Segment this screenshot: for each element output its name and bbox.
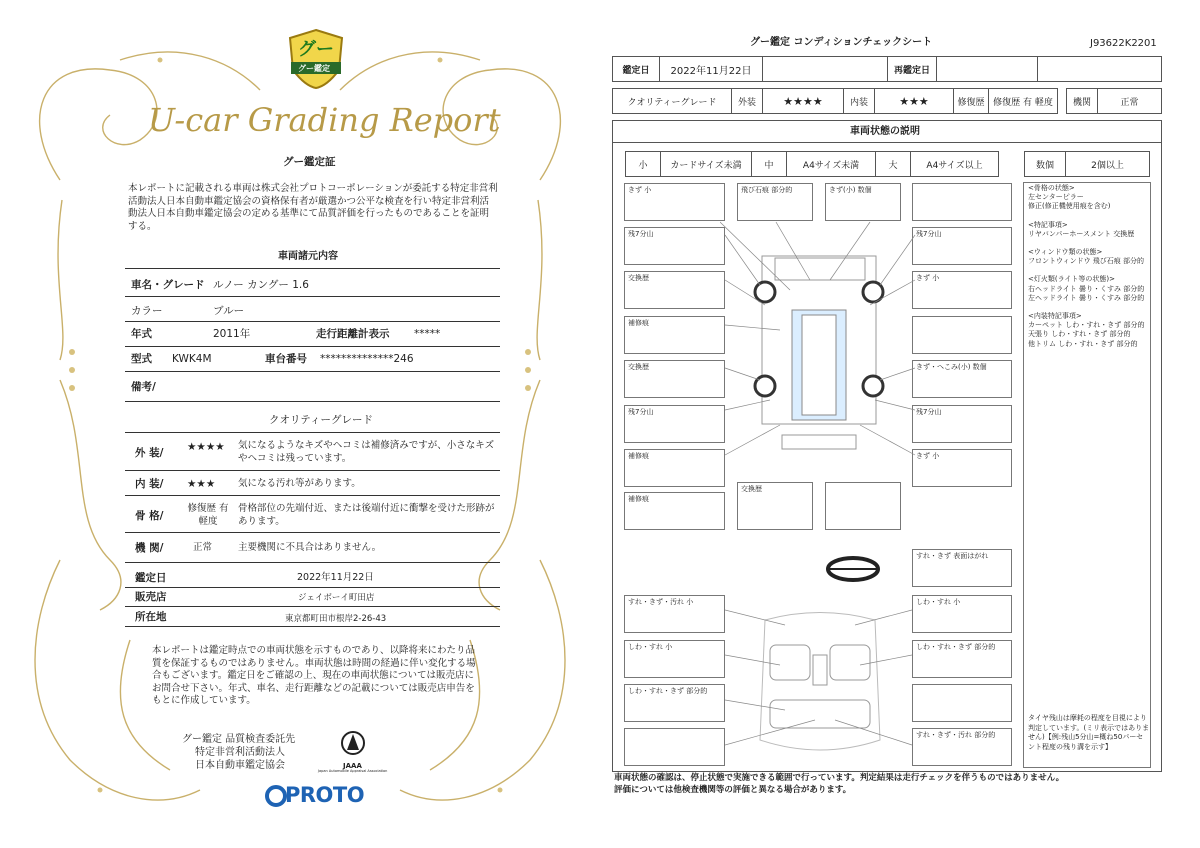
ext-box: きず(小) 数個	[825, 183, 901, 221]
shop-label: 販売店	[135, 591, 167, 603]
int-box: しわ・すれ 小	[912, 595, 1012, 633]
date-label: 鑑定日	[135, 572, 167, 584]
redate-label-cell: 再鑑定日	[887, 56, 937, 82]
name-value: ルノー カングー 1.6	[213, 279, 309, 291]
int-box	[624, 728, 725, 766]
count-value: 2個以上	[1065, 151, 1150, 177]
ext-box: 補修痕	[624, 449, 725, 487]
model-value: KWK4M	[172, 353, 212, 365]
intro-text: 本レポートに記載される車両は株式会社プロトコーポレーションが委託する特定非営利活動法人日本自動車鑑定協会の資格保有者が厳選かつ公平な検査を行い特定非営利活動法人日本自動車鑑定協会の定める基準にて品質評価を行ったものであることを証明する。	[128, 183, 498, 232]
ext-box: きず 小	[912, 271, 1012, 309]
size-mid-desc: A4サイズ未満	[786, 151, 876, 177]
addr-label: 所在地	[135, 611, 167, 623]
jaaa-subtext: Japan Automobile Appraisal Association	[318, 769, 388, 773]
footer-line1: 車両状態の確認は、停止状態で実施できる範囲で行っています。判定結果は走行チェックを伴うものではありません。	[614, 773, 1065, 783]
state-title: 車両状態の説明	[850, 126, 920, 137]
ext-box	[912, 316, 1012, 354]
ext-box: 補修痕	[624, 316, 725, 354]
ext-box: きず 小	[624, 183, 725, 221]
exterior-stars: ★★★★	[187, 441, 225, 453]
logo-text: グー鑑定	[298, 64, 330, 73]
ext-box: きず・へこみ(小) 数個	[912, 360, 1012, 398]
model-label: 型式	[131, 353, 152, 365]
shop-value: ジェイボーイ町田店	[298, 593, 375, 603]
steering-wheel-icon	[825, 555, 881, 583]
int-box: すれ・きず 表面はがれ	[912, 549, 1012, 587]
int-box: しわ・すれ 小	[624, 640, 725, 678]
svg-text:グー: グー	[298, 39, 334, 59]
ext-label-cell: 外装	[731, 88, 763, 114]
condition-check-sheet	[600, 0, 1200, 848]
ext-box: 残7分山	[912, 227, 1012, 265]
issuer-line2: 特定非営利活動法人	[195, 747, 285, 758]
int-stars-cell: ★★★	[874, 88, 954, 114]
tire-note: タイヤ残山は摩耗の程度を目視により判定しています。(ミリ表示ではありません)【例:残山5分山=概ね50パーセント程度の残り溝を示す】	[1028, 714, 1150, 751]
int-box: すれ・きず・汚れ 部分的	[912, 728, 1012, 766]
sheet-title: グー鑑定 コンディションチェックシート	[750, 37, 933, 48]
addr-value: 東京都町田市根岸2-26-43	[285, 614, 387, 624]
name-label: 車名・グレード	[131, 279, 205, 291]
ext-box	[912, 183, 1012, 221]
sheet-id: J93622K2201	[1090, 38, 1157, 49]
goo-kantei-logo	[287, 28, 345, 90]
issuer-line1: グー鑑定 品質検査委託先	[182, 734, 296, 745]
jaaa-text: JAAA	[343, 762, 362, 770]
frame-desc: 骨格部位の先端付近、または後端付近に衝撃を受けた形跡があります。	[238, 503, 495, 527]
ext-box: 交換歴	[624, 360, 725, 398]
grade-label-cell: クオリティーグレード	[612, 88, 732, 114]
proto-logo-text: PROTO	[285, 783, 365, 807]
ext-box: 残7分山	[624, 405, 725, 443]
color-label: カラー	[131, 305, 163, 317]
interior-desc: 気になる汚れ等があります。	[238, 478, 361, 489]
int-box: しわ・すれ・きず 部分的	[624, 684, 725, 722]
int-label-cell: 内装	[843, 88, 875, 114]
repair-value-cell: 修復歴 有 軽度	[988, 88, 1058, 114]
specs-title: 車両諸元内容	[278, 251, 338, 262]
repair-label-cell: 修復歴	[953, 88, 989, 114]
issuer-line3: 日本自動車鑑定協会	[195, 760, 285, 771]
date-value: 2022年11月22日	[297, 572, 374, 583]
proto-logo-icon	[265, 785, 287, 807]
size-mid: 中	[751, 151, 787, 177]
disclaimer-text: 本レポートは鑑定時点での車両状態を示すものであり、以降将来にわたり品質を保証するものではありません。車両状態は時間の経過に伴い変化する場合もございます。鑑定日をご確認の上、現在の車両状態については販売店にお問合せ下さい。年式、車名、走行距離などの記載については販売店申告をもとに作成しています。	[152, 645, 476, 706]
date-label-cell: 鑑定日	[612, 56, 660, 82]
int-box	[912, 684, 1012, 722]
ext-box: 残7分山	[624, 227, 725, 265]
jaaa-emblem-icon	[338, 728, 368, 762]
ext-box: きず 小	[912, 449, 1012, 487]
footer-line2: 評価については他検査機関等の評価と異なる場合があります。	[614, 785, 852, 795]
mileage-value: *****	[414, 328, 441, 340]
interior-label: 内 装/	[135, 478, 164, 490]
quality-title: クオリティーグレード	[269, 414, 373, 426]
engine-desc: 主要機関に不具合はありません。	[238, 542, 382, 553]
ext-box: 交換歴	[737, 482, 813, 530]
engine-label: 機 関/	[135, 542, 164, 554]
cert-title: グー鑑定証	[283, 156, 336, 168]
size-large-desc: A4サイズ以上	[910, 151, 999, 177]
notes-label: 備考/	[131, 381, 156, 393]
notes-list: <骨格の状態> 左センターピラー 修正(修正機使用痕を含む) <特記事項> リヤバンパーホースメント 交換歴 <ウィンドウ類の状態> フロントウィンドウ 飛び石痕 部分的 <灯火類(ライト等の状態)> 右ヘッドライト 曇り・くすみ 部分的 左ヘッドライト 曇り・くすみ 部分的 <内装特記事項> カーペット しわ・すれ・きず 部分的 天張り しわ・すれ・きず 部分的 他トリム しわ・すれ・きず 部分的	[1028, 184, 1145, 348]
count-label: 数個	[1024, 151, 1066, 177]
int-box: すれ・きず・汚れ 小	[624, 595, 725, 633]
ext-box: 補修痕	[624, 492, 725, 530]
year-value: 2011年	[213, 328, 251, 340]
date-value-cell: 2022年11月22日	[659, 56, 763, 82]
exterior-desc: 気になるようなキズやヘコミは補修済みですが、小さなキズやヘコミは残っています。	[238, 440, 495, 464]
ext-box: 交換歴	[624, 271, 725, 309]
size-small: 小	[625, 151, 661, 177]
car-interior-diagram	[725, 600, 915, 765]
int-box: しわ・すれ・きず 部分的	[912, 640, 1012, 678]
engine-value-cell: 正常	[1097, 88, 1162, 114]
engine-value: 正常	[193, 542, 213, 553]
ext-stars-cell: ★★★★	[762, 88, 844, 114]
car-exterior-diagram	[720, 220, 920, 470]
frame-value: 修復歴 有 軽度	[187, 503, 229, 527]
ext-box	[825, 482, 901, 530]
exterior-label: 外 装/	[135, 447, 164, 459]
ext-box: 残7分山	[912, 405, 1012, 443]
frame-label: 骨 格/	[135, 510, 164, 522]
year-label: 年式	[131, 328, 152, 340]
color-value: ブルー	[213, 305, 245, 317]
mileage-label: 走行距離計表示	[316, 328, 390, 340]
ext-box: 飛び石痕 部分的	[737, 183, 813, 221]
size-small-desc: カードサイズ未満	[660, 151, 752, 177]
chassis-value: **************246	[320, 353, 414, 365]
report-title: U-car Grading Report	[148, 101, 501, 139]
engine-label-cell: 機関	[1066, 88, 1098, 114]
chassis-label: 車台番号	[265, 353, 307, 365]
size-large: 大	[875, 151, 911, 177]
interior-stars: ★★★	[187, 478, 216, 490]
